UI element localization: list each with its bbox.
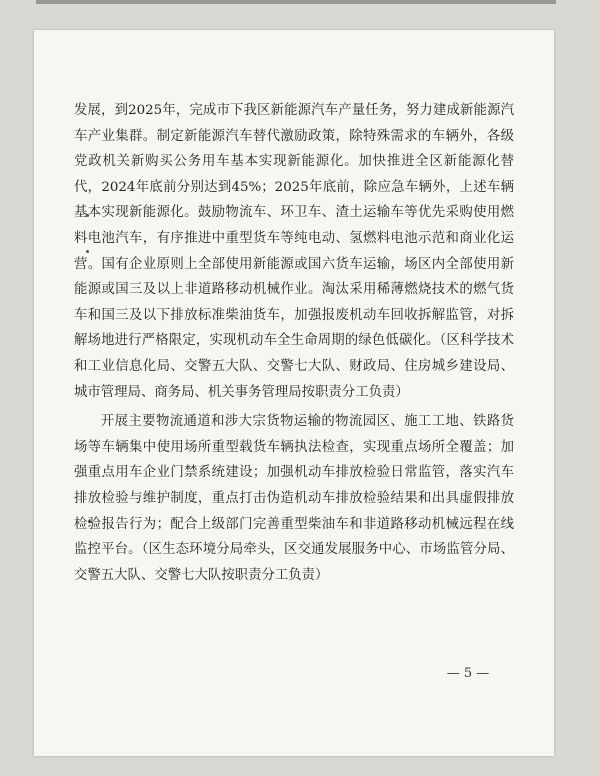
- paragraph: 开展主要物流通道和涉大宗货物运输的物流园区、施工工地、铁路货场等车辆集中使用场所重型载货车辆执法检查，实现重点场所全覆盖；加强重点用车企业门禁系统建设；加强机动车排放检验日常监管，落实汽车排放检验与维护制度，重点打击伪造机动车排放检验结果和出具虚假排放检验报告行为；配合上级部门完善重型柴油车和非道路移动机械远程在线监控平台。（区生态环境分局牵头，区交通发展服务中心、市场监管分局、交警五大队、交警七大队按职责分工负责）: [74, 414, 514, 583]
- page-number: — 5 —: [446, 666, 490, 681]
- body-text: [74, 98, 514, 588]
- scan-top-edge: [36, 0, 556, 4]
- paragraph-continued: 发展，到2025年，完成市下我区新能源汽车产量任务，努力建成新能源汽车产业集群。制定新能源汽车替代激励政策，除特殊需求的车辆外，各级党政机关新购买公务用车基本实现新能源化。加快推进全区新能源化替代，2024年底前分别达到45%；2025年底前，除应急车辆外，上述车辆基本实现新能源化。鼓励物流车、环卫车、渣土运输车等优先采购使用燃料电池汽车，有序推进中重型货车等纯电动、氢燃料电池示范和商业化运营。国有企业原则上全部使用新能源或国六货车运输，场区内全部使用新能源或国三及以上非道路移动机械作业。淘汰采用稀薄燃烧技术的燃气货车和国三及以下排放标准柴油货车，加强报废机动车回收拆解监管，对拆解场地进行严格限定，实现机动车全生命周期的绿色低碳化。（区科学技术和工业信息化局、交警五大队、交警七大队、财政局、住房城乡建设局、城市管理局、商务局、机关事务管理局按职责分工负责）: [74, 103, 514, 400]
